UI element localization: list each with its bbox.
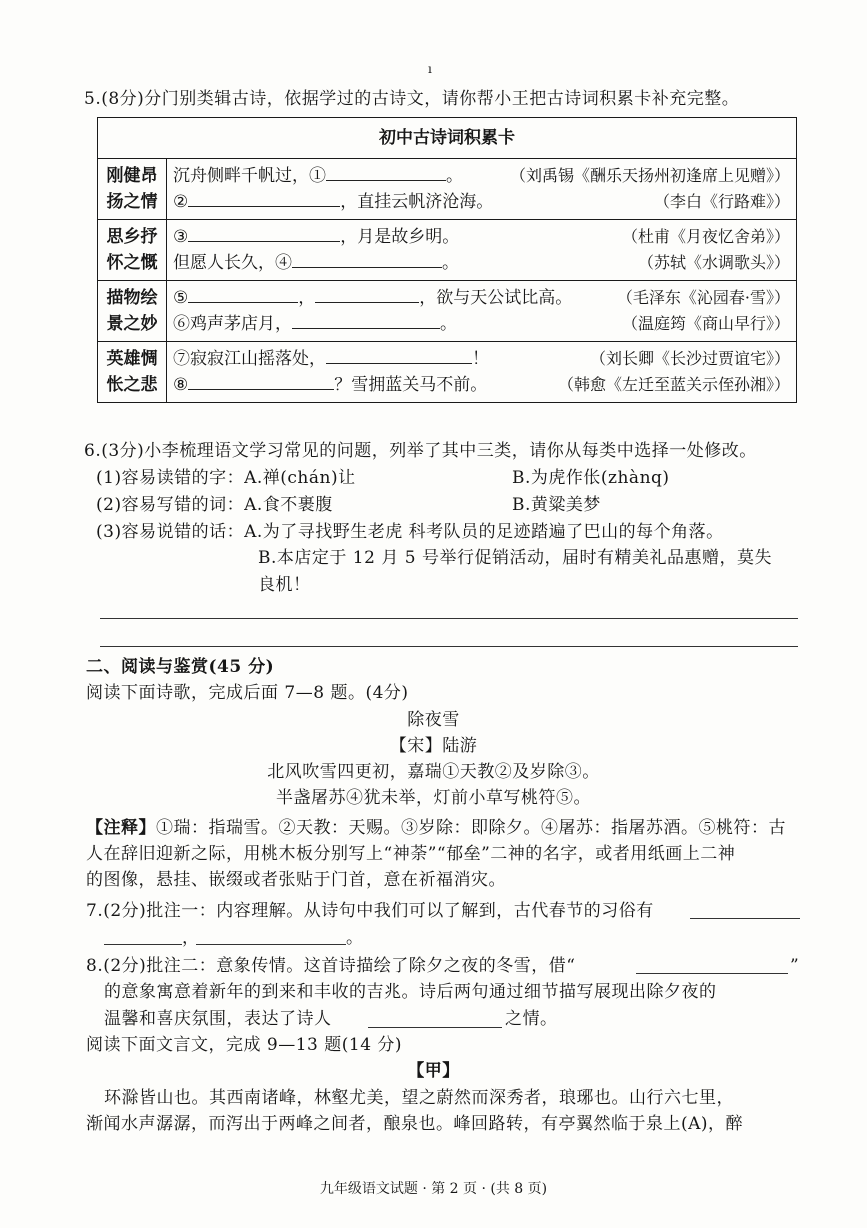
q7-period: 。 [346,928,364,948]
q6-item-2b: B.黄粱美梦 [512,495,601,515]
q6-item-2a: (2)容易写错的词：A.食不裹腹 [96,495,333,515]
answer-line-2[interactable] [100,646,798,647]
q5-stem: 5.(8分)分门别类辑古诗，依据学过的古诗文，请你帮小王把古诗词积累卡补充完整。 [84,89,740,109]
poetry-card [97,117,797,403]
poem-line-2: 半盏屠苏④犹未举，灯前小草写桃符⑤。 [276,788,591,808]
answer-blank-4[interactable] [292,251,442,268]
answer-line-1[interactable] [100,618,798,619]
q6-item-3a: (3)容易说错的话：A.为了寻找野生老虎 科考队员的足迹踏遍了巴山的每个角落。 [96,522,724,542]
answer-blank-5b[interactable] [315,286,419,303]
card-category: 描物绘 景之妙 [98,281,167,342]
poem-notes-2: 人在辞旧迎新之际，用桃木板分别写上“神荼”“郁垒”二神的名字，或者用纸画上二神 [86,844,736,864]
card-title: 初中古诗词积累卡 [98,118,797,159]
q8-quote-close: ” [790,956,800,976]
section2-intro-2: 阅读下面文言文，完成 9—13 题(14 分) [86,1035,403,1055]
q8-blank-1[interactable] [636,973,788,974]
top-mark: ı [428,62,433,76]
section2-title: 二、阅读与鉴赏(45 分) [86,657,275,677]
card-category: 刚健昂 扬之情 [98,159,167,220]
answer-blank-7[interactable] [326,347,472,364]
card-row: 英雄惆 怅之悲 ⑦寂寂江山摇落处， ！ （刘长卿《长沙过贾谊宅》） ⑧ ？雪拥蓝关马不前。 （韩愈《左迁至蓝关示侄孙湘》） [98,342,797,403]
page-footer: 九年级语文试题 · 第 2 页 · (共 8 页) [319,1181,548,1197]
q8-blank-2[interactable] [368,1027,502,1028]
card-category: 英雄惆 怅之悲 [98,342,167,403]
poem-notes-3: 的图像，悬挂、嵌缀或者张贴于门首，意在祈福消灾。 [86,870,506,890]
q7-text: 7.(2分)批注一：内容理解。从诗句中我们可以了解到，古代春节的习俗有 [86,901,654,921]
q7-blank-3[interactable] [196,944,346,945]
poem-notes: 【注释】①瑞：指瑞雪。②天教：天赐。③岁除：即除夕。④屠苏：指屠苏酒。⑤桃符：古 [86,818,786,838]
card-row: 思乡抒 怀之慨 ③ ，月是故乡明。 （杜甫《月夜忆舍弟》） 但愿人长久，④ 。 （苏轼《水调歌头》） [98,220,797,281]
answer-blank-2[interactable] [188,190,340,207]
poem-line-1: 北风吹雪四更初，嘉瑞①天教②及岁除③。 [267,762,600,782]
answer-blank-3[interactable] [188,225,340,242]
q7-blank-1[interactable] [690,918,800,919]
q8-text-3: 温馨和喜庆氛围，表达了诗人 [104,1009,332,1029]
q6-item-3b: B.本店定于 12 月 5 号举行促销活动，届时有精美礼品惠赠，莫失 [258,548,772,568]
q6-item-3c: 良机！ [258,575,311,595]
card-row: 刚健昂 扬之情 沉舟侧畔千帆过，① 。 （刘禹锡《酬乐天扬州初逢席上见赠》） ② ，直挂云帆济沧海。 （李白《行路难》） [98,159,797,220]
q8-text-1: 8.(2分)批注二：意象传情。这首诗描绘了除夕之夜的冬雪，借“ [86,956,576,976]
q8-text-4: 之情。 [505,1009,558,1029]
q7-comma: ， [182,928,200,948]
q7-blank-2[interactable] [104,944,182,945]
answer-blank-5a[interactable] [188,286,298,303]
poem-author: 【宋】陆游 [389,736,478,756]
card-row: 描物绘 景之妙 ⑤ ， ，欲与天公试比高。 （毛泽东《沁园春·雪》） ⑥鸡声茅店月， 。 （温庭筠《商山早行》） [98,281,797,342]
card-category: 思乡抒 怀之慨 [98,220,167,281]
prose-line-1: 环滁皆山也。其西南诸峰，林壑尤美，望之蔚然而深秀者，琅琊也。山行六七里， [104,1088,734,1108]
q6-item-1a: (1)容易读错的字：A.禅(chán)让 [96,468,356,488]
poem-title: 除夜雪 [407,710,460,730]
answer-blank-8[interactable] [188,373,334,390]
q8-text-2: 的意象寓意着新年的到来和丰收的吉兆。诗后两句通过细节描写展现出除夕夜的 [104,982,717,1002]
passage-jia-label: 【甲】 [407,1061,460,1081]
answer-blank-1[interactable] [326,164,446,181]
q6-item-1b: B.为虎作伥(zhànq) [512,468,670,488]
q6-stem: 6.(3分)小李梳理语文学习常见的问题，列举了其中三类，请你从每类中选择一处修改。 [84,441,757,461]
section2-intro: 阅读下面诗歌，完成后面 7—8 题。(4分) [86,683,409,703]
prose-line-2: 渐闻水声潺潺，而泻出于两峰之间者，酿泉也。峰回路转，有亭翼然临于泉上(A)，醉 [86,1114,744,1134]
answer-blank-6[interactable] [292,312,440,329]
